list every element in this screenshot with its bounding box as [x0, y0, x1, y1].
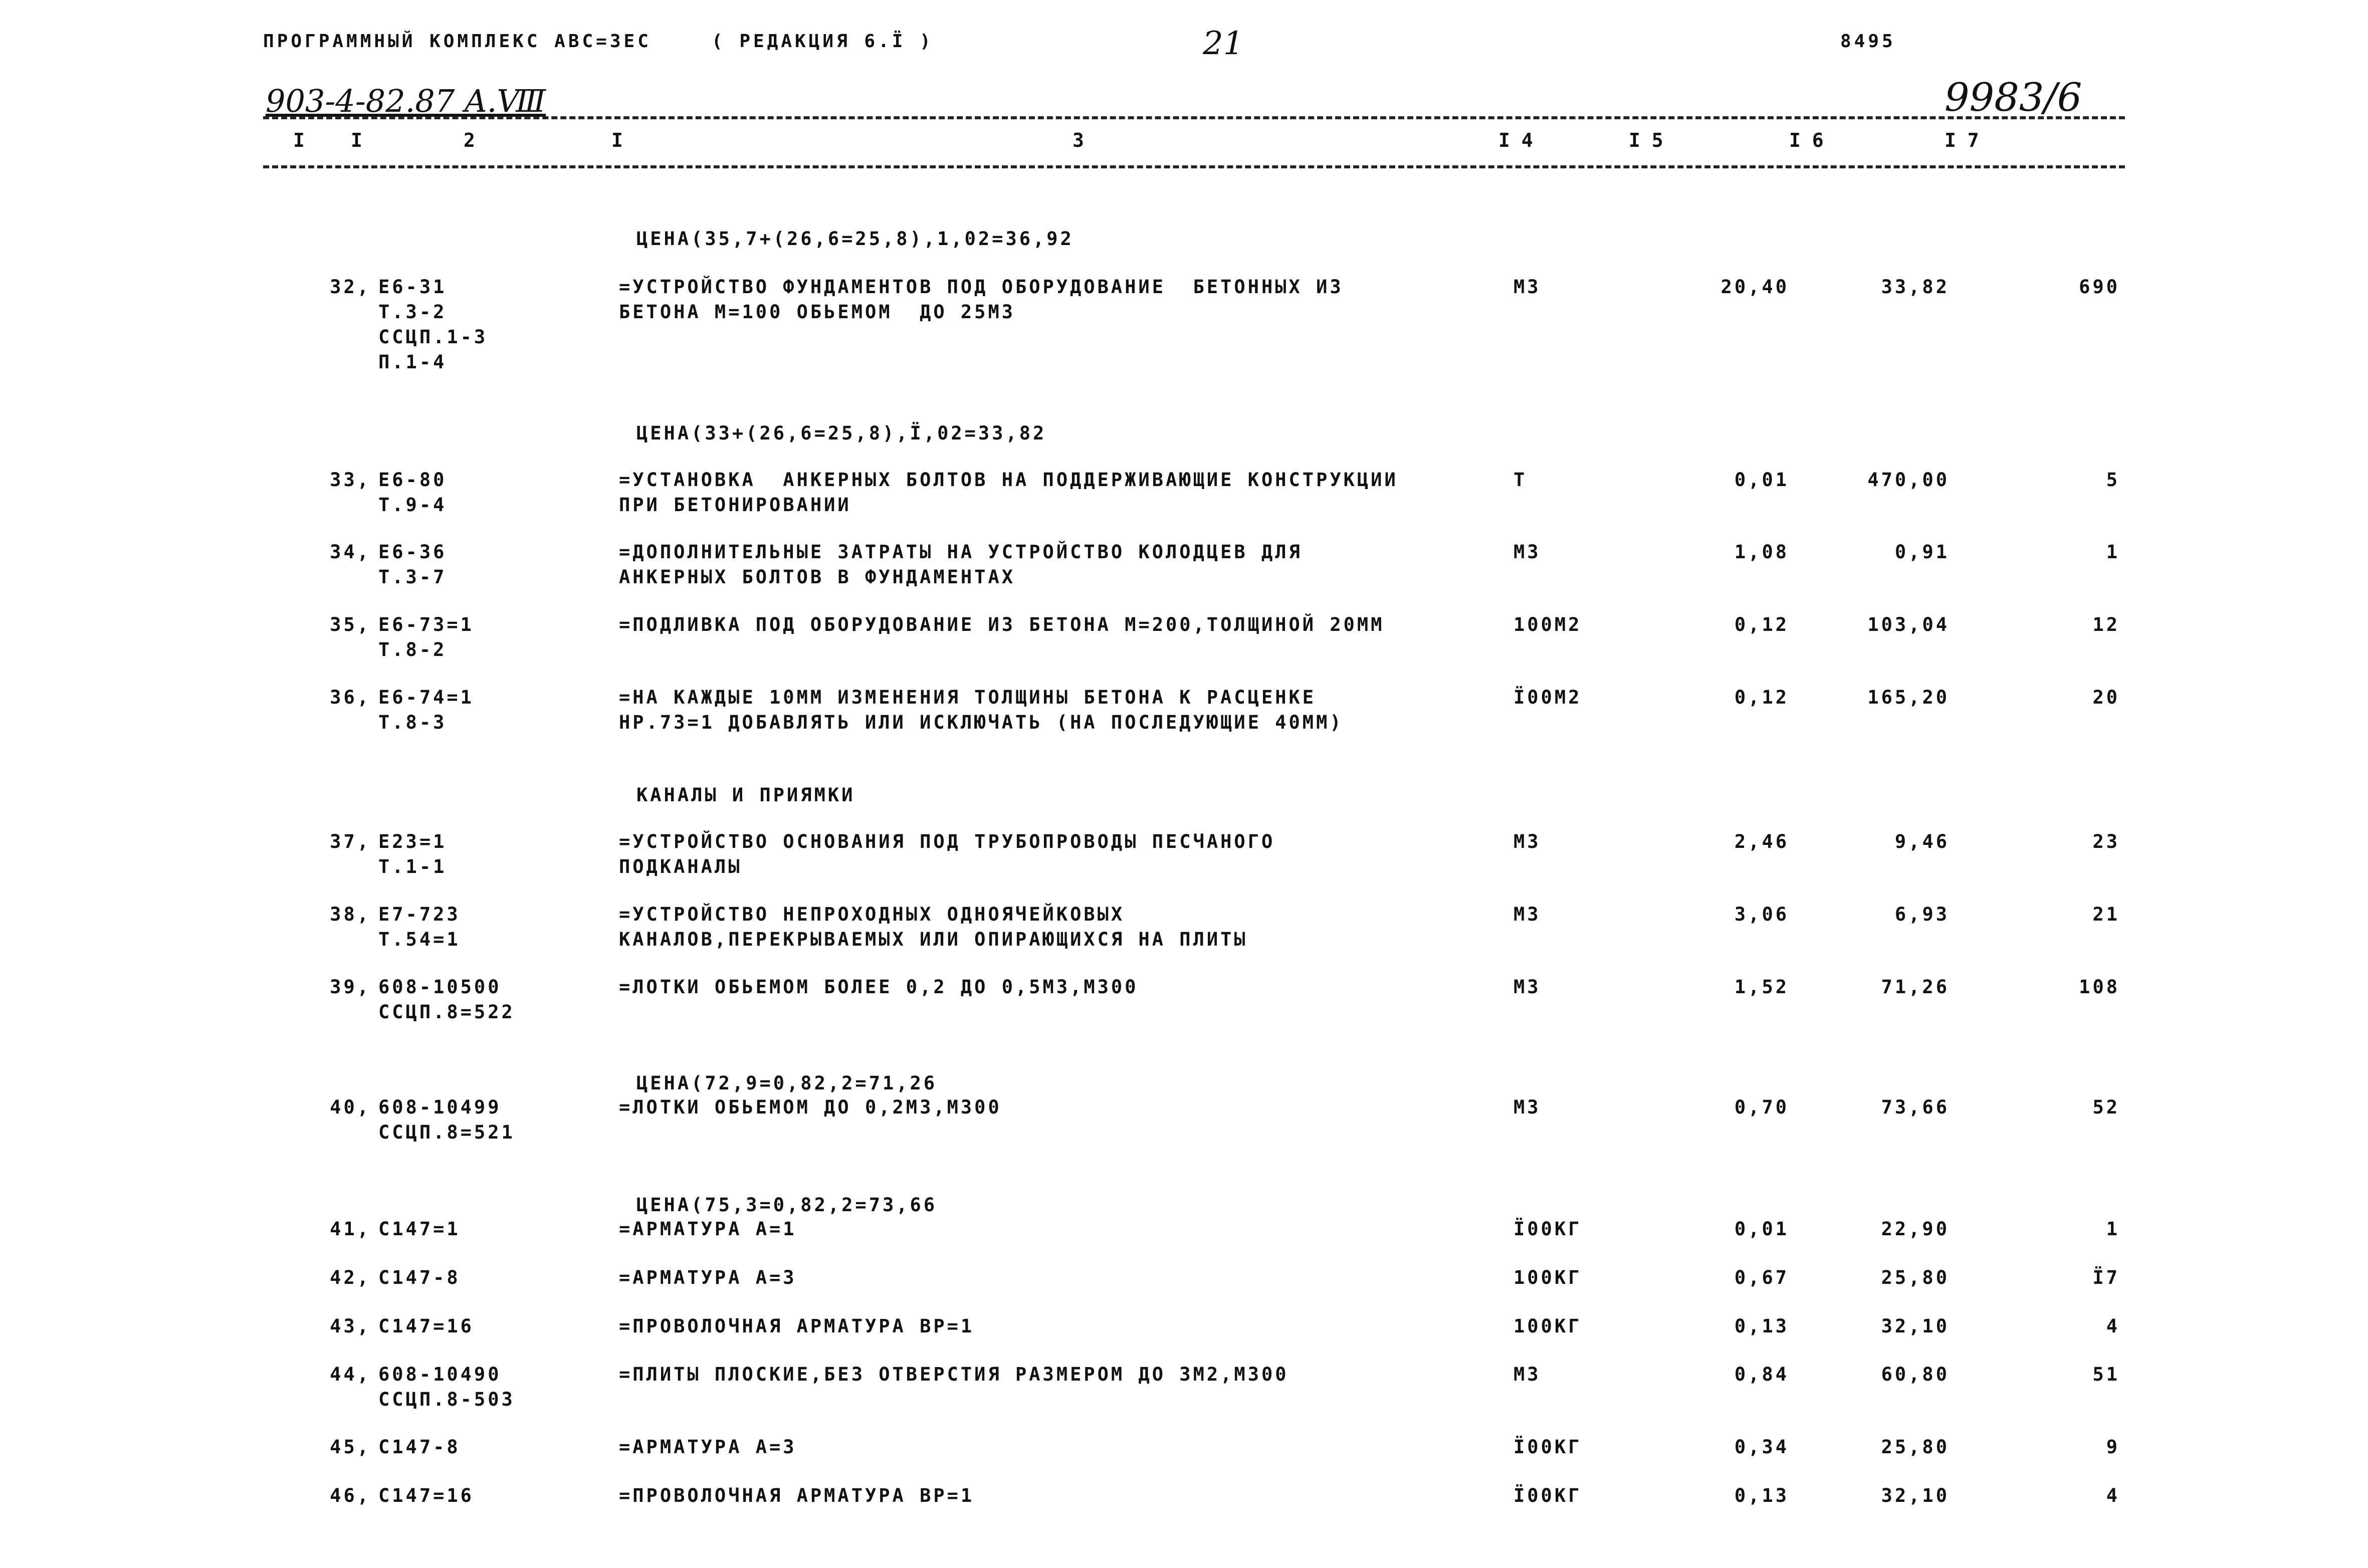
item-number: 38, — [330, 904, 371, 925]
rate-code: С147=1 — [378, 1218, 461, 1240]
unit: М3 — [1514, 1364, 1541, 1385]
header-rule-top — [263, 116, 2125, 119]
total-cost: 52 — [2092, 1096, 2120, 1118]
rate-code: Е23=1 Т.1-1 — [378, 831, 447, 877]
total-cost: 23 — [2092, 831, 2120, 852]
program-title: ПРОГРАММНЫЙ КОМПЛЕКС АВС=3ЕС — [263, 31, 652, 52]
unit-price: 25,80 — [1881, 1436, 1950, 1458]
total-cost: 108 — [2079, 976, 2120, 998]
item-number: 32, — [330, 276, 371, 298]
page-number: 21 — [1203, 25, 1244, 62]
item-number: 46, — [330, 1485, 371, 1506]
unit: М3 — [1514, 276, 1541, 298]
quantity: 0,01 — [1734, 469, 1789, 491]
total-cost: 690 — [2079, 276, 2120, 298]
rate-code: С147-8 — [378, 1436, 461, 1458]
rate-code: Е6-36 Т.3-7 — [378, 541, 447, 588]
column-index: І 7 — [1945, 129, 1979, 151]
unit-price: 73,66 — [1881, 1096, 1950, 1118]
total-cost: 4 — [2106, 1315, 2120, 1337]
column-index: І 4 — [1498, 129, 1533, 151]
rate-code: Е6-80 Т.9-4 — [378, 469, 447, 516]
unit: М3 — [1514, 976, 1541, 998]
work-description: =УСТРОЙСТВО ОСНОВАНИЯ ПОД ТРУБОПРОВОДЫ ПЕСЧАНОГО ПОДКАНАЛЫ — [619, 831, 1275, 877]
unit: 100КГ — [1514, 1267, 1582, 1288]
header-rule-bottom — [263, 165, 2125, 168]
unit: Ї00М2 — [1514, 687, 1582, 708]
quantity: 1,52 — [1734, 976, 1789, 998]
item-number: 43, — [330, 1315, 371, 1337]
rate-code: С147=16 — [378, 1315, 474, 1337]
rate-code: С147-8 — [378, 1267, 461, 1288]
column-index: І 6 — [1789, 129, 1824, 151]
price-note: ЦЕНА(75,3=0,82,2=73,66 — [636, 1194, 938, 1216]
unit-price: 33,82 — [1881, 276, 1950, 298]
total-cost: 20 — [2092, 687, 2120, 708]
total-cost: 21 — [2092, 904, 2120, 925]
column-index: І — [293, 129, 305, 151]
work-description: =УСТРОЙСТВО ФУНДАМЕНТОВ ПОД ОБОРУДОВАНИЕ БЕТОННЫХ ИЗ БЕТОНА М=100 ОБЬЕМОМ ДО 25М3 — [619, 276, 1344, 323]
item-number: 44, — [330, 1364, 371, 1385]
rate-code: 608-10499 ССЦП.8=521 — [378, 1096, 515, 1143]
item-number: 37, — [330, 831, 371, 852]
rate-code: С147=16 — [378, 1485, 474, 1506]
unit: М3 — [1514, 1096, 1541, 1118]
unit: М3 — [1514, 831, 1541, 852]
document-reference: 903-4-82.87 A.Ⅷ — [266, 83, 546, 119]
rate-code: 608-10500 ССЦП.8=522 — [378, 976, 515, 1023]
total-cost: 4 — [2106, 1485, 2120, 1506]
total-cost: 51 — [2092, 1364, 2120, 1385]
item-number: 33, — [330, 469, 371, 491]
unit: 100М2 — [1514, 614, 1582, 635]
work-description: =УСТРОЙСТВО НЕПРОХОДНЫХ ОДНОЯЧЕЙКОВЫХ КАНАЛОВ,ПЕРЕКРЫВАЕМЫХ ИЛИ ОПИРАЮЩИХСЯ НА ПЛИТЫ — [619, 904, 1248, 950]
rate-code: Е7-723 Т.54=1 — [378, 904, 461, 950]
item-number: 34, — [330, 541, 371, 563]
rate-code: 608-10490 ССЦП.8-503 — [378, 1364, 515, 1410]
quantity: 1,08 — [1734, 541, 1789, 563]
price-note: ЦЕНА(35,7+(26,6=25,8),1,02=36,92 — [636, 228, 1074, 250]
quantity: 0,67 — [1734, 1267, 1789, 1288]
column-index: І — [611, 129, 623, 151]
unit: Т — [1514, 469, 1528, 491]
item-number: 45, — [330, 1436, 371, 1458]
quantity: 0,70 — [1734, 1096, 1789, 1118]
unit-price: 32,10 — [1881, 1315, 1950, 1337]
unit-price: 22,90 — [1881, 1218, 1950, 1240]
unit-price: 0,91 — [1894, 541, 1950, 563]
unit: Ї00КГ — [1514, 1218, 1582, 1240]
total-cost: 1 — [2106, 1218, 2120, 1240]
unit: Ї00КГ — [1514, 1485, 1582, 1506]
section-heading: КАНАЛЫ И ПРИЯМКИ — [636, 784, 855, 806]
quantity: 20,40 — [1720, 276, 1789, 298]
unit-price: 25,80 — [1881, 1267, 1950, 1288]
unit-price: 470,00 — [1867, 469, 1950, 491]
sheet-reference: 9983/6 — [1945, 75, 2082, 120]
quantity: 0,12 — [1734, 614, 1789, 635]
rate-code: Е6-73=1 Т.8-2 — [378, 614, 474, 660]
quantity: 0,13 — [1734, 1485, 1789, 1506]
quantity: 2,46 — [1734, 831, 1789, 852]
total-cost: Ї7 — [2092, 1267, 2120, 1288]
total-cost: 1 — [2106, 541, 2120, 563]
unit-price: 165,20 — [1867, 687, 1950, 708]
unit: Ї00КГ — [1514, 1436, 1582, 1458]
work-description: =УСТАНОВКА АНКЕРНЫХ БОЛТОВ НА ПОДДЕРЖИВАЮЩИЕ КОНСТРУКЦИИ ПРИ БЕТОНИРОВАНИИ — [619, 469, 1398, 516]
edition-label: ( РЕДАКЦИЯ 6.Ї ) — [712, 31, 934, 52]
work-description: =ПОДЛИВКА ПОД ОБОРУДОВАНИЕ ИЗ БЕТОНА М=200,ТОЛЩИНОЙ 20ММ — [619, 614, 1385, 635]
unit: 100КГ — [1514, 1315, 1582, 1337]
item-number: 40, — [330, 1096, 371, 1118]
price-note: ЦЕНА(33+(26,6=25,8),Ї,02=33,82 — [636, 422, 1047, 444]
rate-code: Е6-31 Т.3-2 ССЦП.1-3 П.1-4 — [378, 276, 488, 373]
work-description: =АРМАТУРА А=3 — [619, 1267, 797, 1288]
quantity: 0,12 — [1734, 687, 1789, 708]
work-description: =ЛОТКИ ОБЬЕМОМ ДО 0,2М3,М300 — [619, 1096, 1002, 1118]
item-number: 36, — [330, 687, 371, 708]
work-description: =АРМАТУРА А=1 — [619, 1218, 797, 1240]
quantity: 0,13 — [1734, 1315, 1789, 1337]
total-cost: 12 — [2092, 614, 2120, 635]
column-index: 2 — [464, 129, 475, 151]
unit-price: 60,80 — [1881, 1364, 1950, 1385]
total-cost: 5 — [2106, 469, 2120, 491]
quantity: 0,34 — [1734, 1436, 1789, 1458]
quantity: 0,01 — [1734, 1218, 1789, 1240]
column-index: І — [351, 129, 362, 151]
work-description: =АРМАТУРА А=3 — [619, 1436, 797, 1458]
item-number: 39, — [330, 976, 371, 998]
work-description: =ПРОВОЛОЧНАЯ АРМАТУРА ВР=1 — [619, 1485, 975, 1506]
column-index: І 5 — [1629, 129, 1663, 151]
work-description: =НА КАЖДЫЕ 10ММ ИЗМЕНЕНИЯ ТОЛЩИНЫ БЕТОНА К РАСЦЕНКЕ НР.73=1 ДОБАВЛЯТЬ ИЛИ ИСКЛЮЧАТЬ (НА ПОСЛЕДУЮЩИЕ 40ММ) — [619, 687, 1344, 733]
unit-price: 103,04 — [1867, 614, 1950, 635]
total-cost: 9 — [2106, 1436, 2120, 1458]
work-description: =ЛОТКИ ОБЬЕМОМ БОЛЕЕ 0,2 ДО 0,5М3,М300 — [619, 976, 1139, 998]
work-description: =ДОПОЛНИТЕЛЬНЫЕ ЗАТРАТЫ НА УСТРОЙСТВО КОЛОДЦЕВ ДЛЯ АНКЕРНЫХ БОЛТОВ В ФУНДАМЕНТАХ — [619, 541, 1303, 588]
rate-code: Е6-74=1 Т.8-3 — [378, 687, 474, 733]
unit-price: 71,26 — [1881, 976, 1950, 998]
price-note: ЦЕНА(72,9=0,82,2=71,26 — [636, 1072, 938, 1094]
quantity: 3,06 — [1734, 904, 1789, 925]
unit-price: 6,93 — [1894, 904, 1950, 925]
document-code: 8495 — [1840, 31, 1896, 52]
work-description: =ПЛИТЫ ПЛОСКИЕ,БЕЗ ОТВЕРСТИЯ РАЗМЕРОМ ДО 3М2,М300 — [619, 1364, 1289, 1385]
unit-price: 9,46 — [1894, 831, 1950, 852]
column-index: 3 — [1072, 129, 1084, 151]
item-number: 42, — [330, 1267, 371, 1288]
item-number: 35, — [330, 614, 371, 635]
unit: М3 — [1514, 541, 1541, 563]
item-number: 41, — [330, 1218, 371, 1240]
work-description: =ПРОВОЛОЧНАЯ АРМАТУРА ВР=1 — [619, 1315, 975, 1337]
quantity: 0,84 — [1734, 1364, 1789, 1385]
unit: М3 — [1514, 904, 1541, 925]
unit-price: 32,10 — [1881, 1485, 1950, 1506]
